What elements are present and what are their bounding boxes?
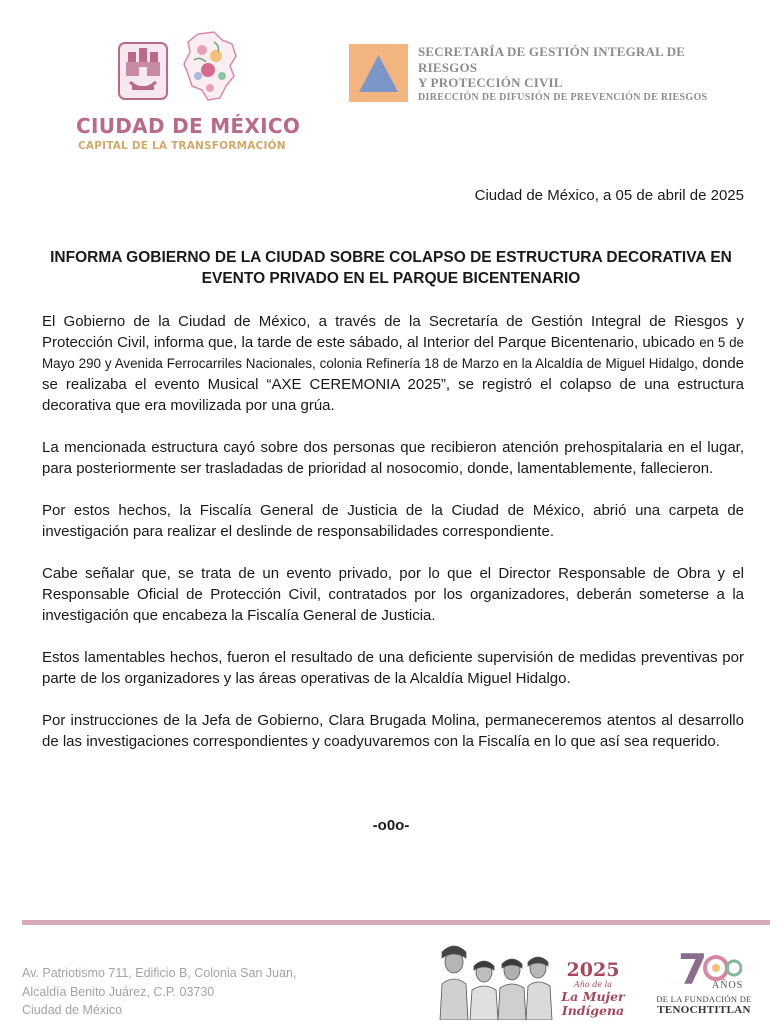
anio-mujer-indigena-logo: [558, 960, 628, 1018]
paragraph-text-small: en 5 de Mayo 290 y Avenida Ferrocarriles Nacionales, colonia Refinería 18 de Marzo en la Alcaldía de Miguel Hidalgo,: [42, 335, 744, 371]
date-line: Ciudad de México, a 05 de abril de 2025: [474, 187, 744, 204]
cdmx-tagline: CAPITAL DE LA TRANSFORMACIÓN: [78, 140, 286, 152]
press-release-body: [42, 311, 744, 773]
paragraph-text: El Gobierno de la Ciudad de México, a través de la Secretaría de Gestión Integral de Riesgos y Protección Civil, informa que, la tarde de este sábado, al Interior del Parque Bicentenario, ubicado: [42, 313, 744, 351]
paragraph-6: Por instrucciones de la Jefa de Gobierno, Clara Brugada Molina, permaneceremos atentos al desarrollo de las investigaciones correspondientes y coadyuvaremos con la Fiscalía en lo que así sea requerido.: [42, 712, 744, 750]
fund-line: TENOCHTITLAN: [657, 1004, 751, 1016]
secretaria-line: RIESGOS: [418, 59, 478, 75]
anio-line: La Mujer: [561, 989, 625, 1004]
paragraph-1: [42, 311, 744, 416]
paragraph-3: Por estos hechos, la Fiscalía General de Justicia de la Ciudad de México, abrió una carpeta de investigación para realizar el deslinde de responsabilidades correspondiente.: [42, 502, 744, 540]
cdmx-seal-icon: [118, 42, 168, 100]
address-line: Ciudad de México: [22, 1003, 123, 1017]
anio-line: Indígena: [561, 1003, 625, 1018]
anio-line: Año de la: [573, 980, 612, 989]
press-release-title: INFORMA GOBIERNO DE LA CIUDAD SOBRE COLAPSO DE ESTRUCTURA DECORATIVA EN EVENTO PRIVADO EN EL PARQUE BICENTENARIO: [50, 249, 732, 287]
cdmx-map-icon: [180, 30, 240, 102]
paragraph-2: La mencionada estructura cayó sobre dos personas que recibieron atención prehospitalaria en el lugar, para posteriormente ser trasladadas de prioridad al nosocomio, donde, lamentablemente, fallecieron.: [42, 439, 744, 477]
address-line: Alcaldía Benito Juárez, C.P. 03730: [22, 984, 215, 999]
cdmx-name: CIUDAD DE MÉXICO: [76, 114, 301, 138]
triangle-icon: [349, 44, 408, 102]
closing-mark: -o0o-: [372, 817, 410, 834]
paragraph-5: Estos lamentables hechos, fueron el resultado de una deficiente supervisión de medidas preventivas por parte de los organizadores y las áreas operativas de la Alcaldía Miguel Hidalgo.: [42, 649, 744, 687]
paragraph-4: Cabe señalar que, se trata de un evento privado, por lo que el Director Responsable de Obra y el Responsable Oficial de Protección Civil, contratados por los organizadores, deberán someterse a la investigación que encabeza la Fiscalía General de Justicia.: [42, 565, 744, 624]
address-line: Av. Patriotismo 711, Edificio B, Colonia San Juan,: [22, 966, 297, 980]
fund-digit-7: 7: [678, 945, 708, 992]
fund-anos: AÑOS: [712, 980, 744, 991]
cdmx-logo: [76, 28, 301, 158]
paragraph-text: donde se realizaba el evento Musical “AXE CEREMONIA 2025”, se registró el colapso de una estructura decorativa que era movilizada por una grúa.: [42, 355, 744, 414]
fundacion-tenochtitlan-logo: [648, 944, 760, 1024]
fund-line: DE LA FUNDACIÓN DE: [656, 994, 752, 1004]
anio-year: 2025: [566, 959, 620, 981]
indigenous-women-illustration-icon: [432, 940, 560, 1020]
secretaria-line: Y PROTECCIÓN CIVIL: [418, 75, 563, 90]
secretaria-line: SECRETARÍA DE GESTIÓN INTEGRAL DE: [418, 44, 686, 59]
secretaria-name: [418, 44, 738, 105]
direccion-line: DIRECCIÓN DE DIFUSIÓN DE PREVENCIÓN DE RIESGOS: [418, 91, 708, 103]
footer-divider: [22, 920, 770, 925]
footer-address: [22, 964, 342, 1020]
